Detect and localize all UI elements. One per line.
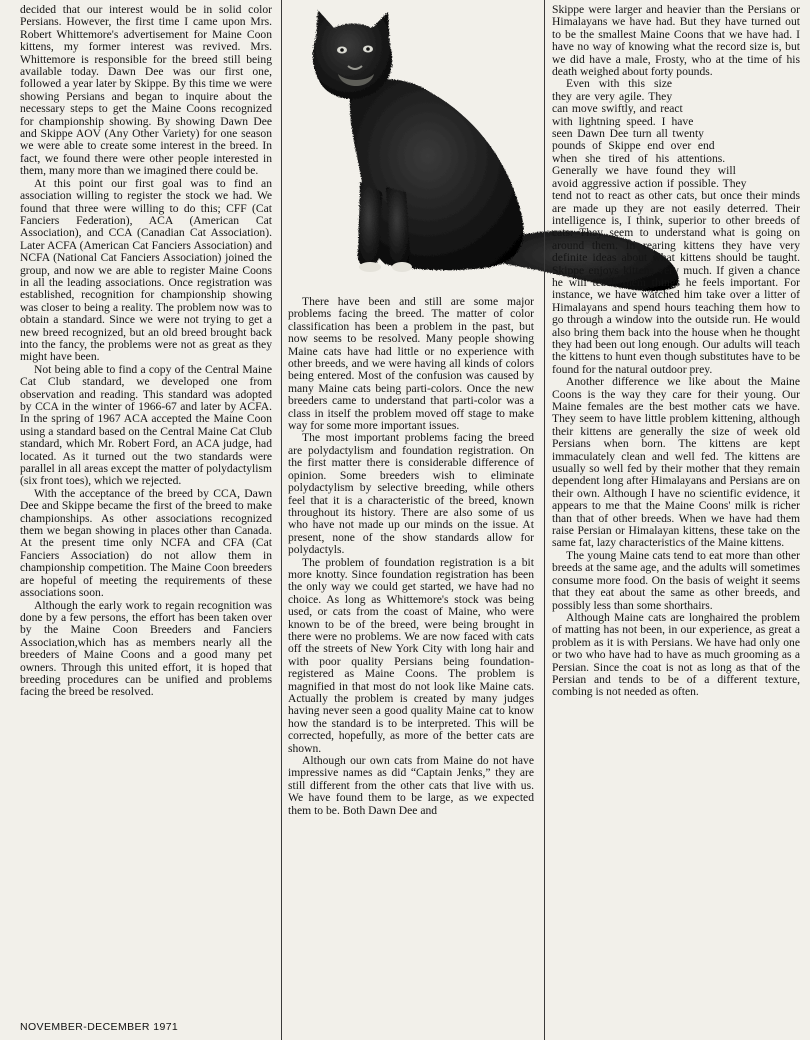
paragraph: decided that our interest would be in solid color Persians. However, the first time I came upon Mrs. Robert Whittemore's advertisement for Maine Coon kittens, my former interest was revived. Mrs. Whittemore is responsible for the breed still being available today. Dawn Dee was our first one, followed a year later by Skippe. By this time we were showing Persians and began to inquire about the necessary steps to get the Maine Coons recognized for championship showing. By showing Dawn Dee and Skippe AOV (Any Other Variety) for one season we were able to create some interest in the breed. In fact, we found there were other people interested in them, many more than we imagined there could be. bbox=[20, 3, 272, 178]
paragraph: The most important problems facing the breed are polydactylism and foundation registration. On the first matter there is considerable difference of opinion. Some breeders wish to eliminate polydactylism by selective breeding, while others feel that it is a characteristic of the breed, known throughout its history. There are also some of us who have not made up our minds on the issue. At present, none of the show standards allow for polydactyls. bbox=[288, 431, 534, 557]
paragraph: Skippe were larger and heavier than the Persians or Himalayans we have had. But they have turned out to be the smallest Maine Coons that we have had. I have no way of knowing what the record size is, but we did have a male, Frosty, who at the time of his death weighed about forty pounds. bbox=[552, 3, 800, 79]
text-column-right bbox=[552, 4, 800, 699]
issue-date-footer: NOVEMBER-DECEMBER 1971 bbox=[20, 1021, 179, 1033]
column-divider bbox=[281, 0, 282, 1040]
paragraph: The problem of foundation registration is a bit more knotty. Since foundation registration has been the only way we could get started, we have had no choice. As long as Whittemore's stock was being used, or cats from the coast of Maine, who were known to be of the breed, were being brought in there were no problems. We are now faced with cats off the streets of New York City with long hair and with poor quality Persians being foundation-registered as Maine Coons. The problem is magnified in that most do not look like Maine cats. Actually the problem is created by many judges having never seen a good quality Maine cat to know how the standard is to be interpreted. This will be corrected, hopefully, as more of the better cats are shown. bbox=[288, 555, 534, 755]
paragraph: The young Maine cats tend to eat more than other breeds at the same age, and the adults will sometimes consume more food. On the basis of weight it seems that they eat about the same as other breeds, and possibly less than some shorthairs. bbox=[552, 548, 800, 612]
paragraph: Although our own cats from Maine do not have impressive names as did “Captain Jenks,” they are still different from the other cats that live with us. We have found them to be large, as we expected them to be. Both Dawn Dee and bbox=[288, 754, 534, 817]
paragraph: At this point our first goal was to find an association willing to register the stock we had. We found that three were willing to do this; CFF (Cat Fanciers Federation), ACA (American Cat Association), and CCA (Canadian Cat Association). Later ACFA (American Cat Fanciers Association) and NCFA (National Cat Fanciers Association) joined the group, and now we are able to register Maine Coons in all the leading associations. Once registration was established, recognition for championship showing was closer to being a reality. The problem now was to obtain a standard. Since we were not trying to get a new breed recognized, but an old breed brought back into the fancy, the problems were not as great as they might have been. bbox=[20, 176, 272, 364]
paragraph: Another difference we like about the Maine Coons is the way they care for their young. Our Maine females are the best mother cats we have. They seem to have little problem kittening, although their kittens are generally the size of week old Persians when born. The kittens are kept immaculately clean and well fed. The kittens are usually so well fed by their mother that they remain dependent long after Himalayans and Persians are on their own. Although I have no scientific evidence, it appears to me that the Maine Coons' milk is richer than that of other breeds. When we have had them raise Persian or Himalayan kittens, these take on the same fat, lazy characteristics of the Maine kittens. bbox=[552, 375, 800, 550]
paragraph: Not being able to find a copy of the Central Maine Cat Club standard, we developed one from observation and reading. This standard was adopted by CCA in the winter of 1966-67 and later by ACFA. In the spring of 1967 ACA accepted the Maine Coon using a standard based on the Central Maine Cat Club standard, which Mr. Robert Ford, an ACA judge, had located. As it turned out the two standards were parallel in all areas except the matter of polydactylism (six front toes), which we rejected. bbox=[20, 362, 272, 488]
text-column-left bbox=[20, 4, 272, 699]
paragraph: With the acceptance of the breed by CCA, Dawn Dee and Skippe became the first of the breed to make championships. As other associations recognized them we began showing in places other than Canada. At the present time only NCFA and CFA (Cat Fanciers Association) do not allow them in championship competition. The Maine Coon breeders are hopeful of meeting the requirements of these associations soon. bbox=[20, 486, 272, 600]
text-column-middle bbox=[288, 296, 534, 817]
paragraph: Although Maine cats are longhaired the problem of matting has not been, in our experience, as great a problem as it is with Persians. We have had only one or two who have had to have as much grooming as a Persian. Since the coat is not as long as that of the Persian and tends to be of a different texture, combing is not needed as often. bbox=[552, 610, 800, 699]
paragraph: Although the early work to regain recognition was done by a few persons, the effort has been taken over by the Maine Coon Breeders and Fanciers Association,which has as members nearly all the breeders of Maine Coons and a good many pet owners. Through this united effort, it is hoped that breeding procedures can be unified and problems facing the breed be resolved. bbox=[20, 598, 272, 699]
column-divider bbox=[544, 0, 545, 1040]
paragraph: There have been and still are some major problems facing the breed. The matter of color classification has been a problem in the past, but now seems to be resolved. Many people showing Maine cats have had little or no experience with other breeds, and we were having all kinds of colors being entered. Most of the confusion was caused by many Maine cats being parti-colors. Once the new breeders came to understand that parti-color was a class in itself the problem moved off stage to make way for some more important issues. bbox=[288, 295, 534, 433]
paragraph: Even with this size they are very agile. They can move swiftly, and react with lightning speed. I have seen Dawn Dee turn all twenty pounds of Skippe end over end when she tired of his attentions. Generally we have found they will avoid aggressive action if possible. They tend not to react as other cats, but once their minds are made up they are not easily deterred. Their intelligence is, I think, superior to other breeds of cats. They seem to understand what is going on around them. In rearing kittens they have very definite ideas about what kittens should be taught. Skippe enjoys kittens very much. If given a chance he will teach them things he feels important. For instance, we have watched him take over a litter of Himalayans and spend hours teaching them how to go through a window into the outside run. He would also bring them back into the house when he thought they had been out long enough. Our adults will teach the kittens to hunt even though substitutes have to be found for the natural outdoor prey. bbox=[552, 77, 800, 376]
